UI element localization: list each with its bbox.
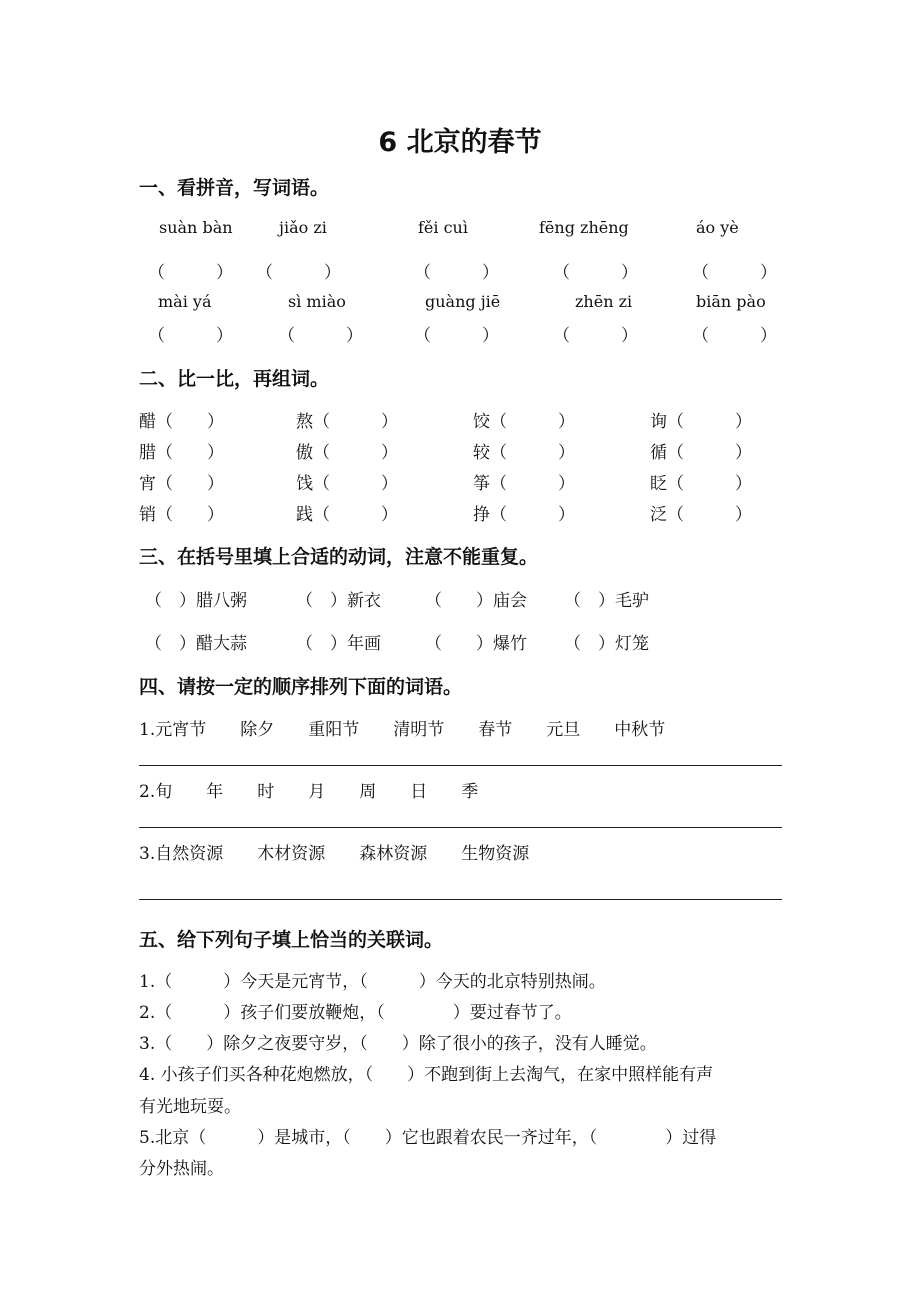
compare-item[interactable]: 泛（ ）	[650, 505, 752, 525]
conjunction-sentence-1[interactable]: 1.（ ）今天是元宵节，（ ）今天的北京特别热闹。	[139, 972, 606, 992]
conjunction-sentence-3[interactable]: 3.（ ）除夕之夜要守岁，（ ）除了很小的孩子，没有人睡觉。	[139, 1034, 657, 1054]
verb-blank-item[interactable]: （ ）年画	[296, 634, 381, 654]
verb-blank-item[interactable]: （ ）毛驴	[564, 591, 649, 611]
compare-item[interactable]: 眨（ ）	[650, 474, 752, 494]
pinyin-1: suàn bàn	[159, 218, 233, 237]
conjunction-sentence-4-cont: 有光地玩耍。	[139, 1097, 241, 1117]
answer-blank[interactable]: （ ）	[414, 326, 499, 346]
section-1-heading: 一、看拼音，写词语。	[139, 177, 330, 199]
answer-blank[interactable]: （ ）	[692, 263, 777, 283]
compare-item[interactable]: 践（ ）	[296, 505, 398, 525]
verb-blank-item[interactable]: （ ）爆竹	[425, 634, 527, 654]
answer-blank[interactable]: （ ）	[553, 263, 638, 283]
page-title: 6 北京的春节	[378, 127, 542, 158]
compare-item[interactable]: 熬（ ）	[296, 412, 398, 432]
compare-item[interactable]: 傲（ ）	[296, 443, 398, 463]
compare-item[interactable]: 腊（ ）	[139, 443, 224, 463]
compare-item[interactable]: 销（ ）	[139, 505, 224, 525]
pinyin-6: mài yá	[158, 292, 212, 311]
pinyin-8: guàng jiē	[425, 292, 501, 311]
pinyin-9: zhēn zi	[575, 292, 633, 311]
conjunction-sentence-5-cont: 分外热闹。	[139, 1159, 224, 1179]
compare-item[interactable]: 饺（ ）	[473, 412, 575, 432]
answer-blank[interactable]: （ ）	[414, 263, 499, 283]
verb-blank-item[interactable]: （ ）新衣	[296, 591, 381, 611]
verb-blank-item[interactable]: （ ）醋大蒜	[145, 634, 247, 654]
verb-blank-item[interactable]: （ ）庙会	[425, 591, 527, 611]
conjunction-sentence-4[interactable]: 4. 小孩子们买各种花炮燃放，（ ）不跑到街上去淘气，在家中照样能有声	[139, 1065, 714, 1085]
pinyin-4: fēng zhēng	[539, 218, 629, 237]
pinyin-10: biān pào	[696, 292, 766, 311]
answer-blank[interactable]: （ ）	[553, 326, 638, 346]
answer-line[interactable]	[139, 827, 782, 828]
compare-item[interactable]: 询（ ）	[650, 412, 752, 432]
compare-item[interactable]: 循（ ）	[650, 443, 752, 463]
compare-item[interactable]: 较（ ）	[473, 443, 575, 463]
answer-blank[interactable]: （ ）	[148, 263, 233, 283]
conjunction-sentence-5[interactable]: 5.北京（ ）是城市，（ ）它也跟着农民一齐过年，（ ）过得	[139, 1128, 717, 1148]
pinyin-3: fěi cuì	[418, 218, 468, 237]
compare-item[interactable]: 醋（ ）	[139, 412, 224, 432]
answer-blank[interactable]: （ ）	[278, 326, 363, 346]
answer-blank[interactable]: （ ）	[148, 326, 233, 346]
section-5-heading: 五、给下列句子填上恰当的关联词。	[139, 929, 444, 951]
pinyin-7: sì miào	[288, 292, 346, 311]
answer-blank[interactable]: （ ）	[256, 263, 341, 283]
section-3-heading: 三、在括号里填上合适的动词，注意不能重复。	[139, 546, 539, 568]
compare-item[interactable]: 挣（ ）	[473, 505, 575, 525]
section-4-heading: 四、请按一定的顺序排列下面的词语。	[139, 676, 463, 698]
order-question-2: 2.旬 年 时 月 周 日 季	[139, 782, 479, 802]
verb-blank-item[interactable]: （ ）灯笼	[564, 634, 649, 654]
section-2-heading: 二、比一比，再组词。	[139, 368, 330, 390]
verb-blank-item[interactable]: （ ）腊八粥	[145, 591, 247, 611]
pinyin-5: áo yè	[696, 218, 739, 237]
compare-item[interactable]: 宵（ ）	[139, 474, 224, 494]
conjunction-sentence-2[interactable]: 2.（ ）孩子们要放鞭炮，（ ）要过春节了。	[139, 1003, 572, 1023]
order-question-3: 3.自然资源 木材资源 森林资源 生物资源	[139, 844, 530, 864]
answer-line[interactable]	[139, 899, 782, 900]
pinyin-2: jiǎo zi	[279, 218, 327, 237]
compare-item[interactable]: 筝（ ）	[473, 474, 575, 494]
answer-blank[interactable]: （ ）	[692, 326, 777, 346]
order-question-1: 1.元宵节 除夕 重阳节 清明节 春节 元旦 中秋节	[139, 720, 666, 740]
compare-item[interactable]: 饯（ ）	[296, 474, 398, 494]
answer-line[interactable]	[139, 765, 782, 766]
